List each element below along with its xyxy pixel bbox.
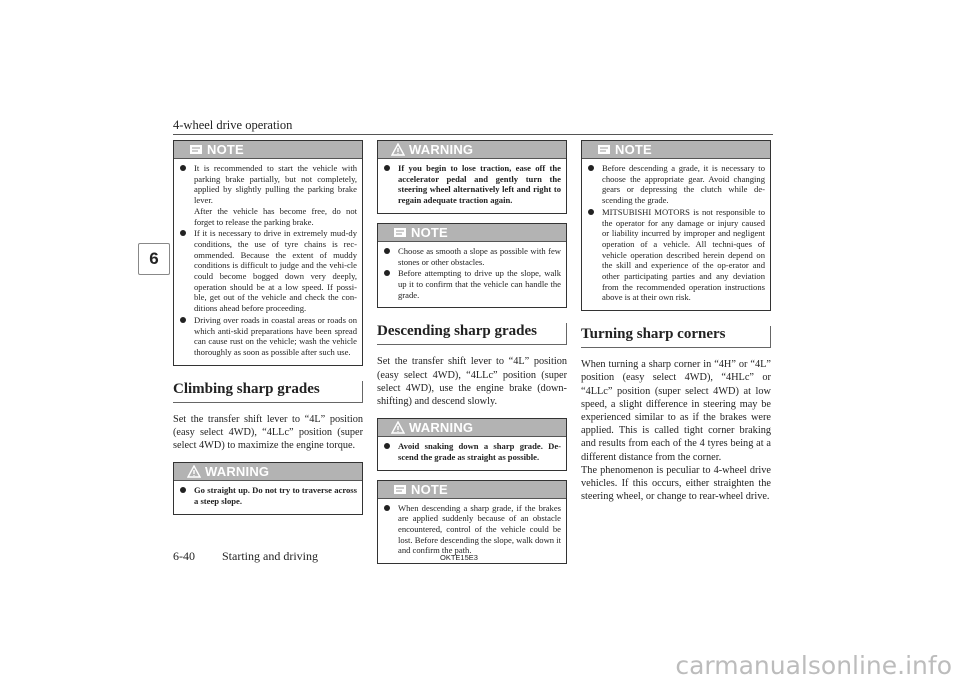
bullet-icon (384, 248, 390, 254)
list-item: If it is necessary to drive in extremely mud-dy conditions, the use of tyre chains is rec-ommended. Because the extent of muddy conditions is difficult to judge and the vehi-cle could become bogged down very deeply, operation should be at a low speed. If possi-ble, get out of the vehicle and check the con-ditions ahead before proceeding. (179, 228, 357, 314)
warning-box (173, 462, 363, 514)
note-icon (393, 226, 407, 239)
warning-header (378, 419, 566, 437)
section-title: Turning sharp corners (581, 326, 726, 343)
bullet-icon (180, 487, 186, 493)
note-icon (189, 143, 203, 156)
note-box (173, 140, 363, 366)
list-item: MITSUBISHI MOTORS is not responsible to the operator for any damage or injury caused or liability incurred by improper and negligent operation of a vehicle. All techni-ques of vehicle operation described herein depend on the skill and experience of the op-erator and other participating parties and any deviation from the recommended operation instructions above is at their own risk. (587, 207, 765, 303)
note-box (377, 223, 567, 309)
list-item: Before descending a grade, it is necessary to choose the appropriate gear. Avoid changing gears or depressing the clutch while de-scending the grade. (587, 163, 765, 206)
document-code: OKTE15E3 (440, 553, 478, 562)
paragraph: When turning a sharp corner in “4H” or “4L” position (easy select 4WD), “4HLc” or “4LLc” position (super select 4WD) at low speed, a slight difference in steering may be experienced similar to as if the brakes were applied. This is called tight corner braking and results from each of the 4 tyres being at a different distance from the corner. (581, 359, 771, 463)
note-header (378, 481, 566, 499)
warning-box (377, 140, 567, 214)
footer-section: Starting and driving (222, 549, 318, 563)
page-number: 6-40 (173, 549, 195, 563)
warning-box (377, 418, 567, 470)
bullet-icon (384, 443, 390, 449)
list-item: Driving over roads in coastal areas or roads on which anti-skid preparations have been spread can cause rust on the vehicle; wash the vehicle thoroughly as soon as possible after such use. (179, 315, 357, 358)
paragraph: The phenomenon is peculiar to 4-wheel drive vehicles. If this occurs, either straighten the steering wheel, or change to rear-wheel drive. (581, 464, 771, 503)
chapter-tab: 6 (138, 243, 170, 275)
item-extra: After the vehicle has become free, do not forget to release the parking brake. (194, 205, 357, 227)
warning-icon (187, 465, 201, 478)
bullet-icon (180, 165, 186, 171)
column-2 (377, 140, 567, 573)
warning-header (378, 141, 566, 159)
list-item: Before attempting to drive up the slope, walk up it to confirm that the vehicle can handle the grade. (383, 268, 561, 300)
list-item: It is recommended to start the vehicle with parking brake partially, but not completely, applied by slightly pulling the parking brake lever. After the vehicle has become free, do not forget to release the parking brake. (179, 163, 357, 227)
note-header (582, 141, 770, 159)
bullet-icon (384, 270, 390, 276)
header-title: 4-wheel drive operation (173, 118, 293, 132)
warning-label: WARNING (409, 142, 474, 157)
note-label: NOTE (411, 224, 448, 240)
list-item: Go straight up. Do not try to traverse across a steep slope. (179, 485, 357, 506)
bullet-icon (384, 165, 390, 171)
bullet-icon (384, 505, 390, 511)
note-label: NOTE (615, 142, 652, 157)
section-title: Climbing sharp grades (173, 380, 320, 397)
column-1 (173, 140, 363, 524)
warning-header (174, 463, 362, 481)
warning-icon (391, 143, 405, 156)
paragraph: Set the transfer shift lever to “4L” position (easy select 4WD), “4LLc” position (super select 4WD) to maximize the engine torque. (173, 413, 363, 452)
note-label: NOTE (411, 481, 448, 497)
bullet-icon (180, 317, 186, 323)
bullet-icon (180, 230, 186, 236)
warning-icon (391, 421, 405, 434)
note-header (378, 224, 566, 242)
list-item: When descending a sharp grade, if the brakes are applied suddenly because of an obstacle encountered, control of the vehicle could be lost. Before descending the slope, walk down it and confirm the path. (383, 503, 561, 557)
list-item: Avoid snaking down a sharp grade. De-scend the grade as straight as possible. (383, 441, 561, 462)
section-heading (173, 379, 363, 401)
list-item: Choose as smooth a slope as possible with few stones or other obstacles. (383, 246, 561, 267)
note-label: NOTE (207, 142, 244, 157)
section-heading (581, 324, 771, 346)
note-box (377, 480, 567, 565)
paragraph: Set the transfer shift lever to “4L” position (easy select 4WD), “4LLc” position (super select 4WD), use the engine brake (down-shifting) and descend slowly. (377, 356, 567, 407)
note-icon (393, 483, 407, 496)
warning-label: WARNING (409, 420, 474, 436)
note-box (581, 140, 771, 311)
watermark: carmanualsonline.info (675, 651, 952, 680)
header-rule (173, 134, 773, 135)
bullet-icon (588, 209, 594, 215)
section-heading (377, 321, 567, 343)
bullet-icon (588, 165, 594, 171)
warning-label: WARNING (205, 464, 270, 480)
column-3 (581, 140, 771, 513)
note-icon (597, 143, 611, 156)
section-title: Descending sharp grades (377, 323, 538, 340)
list-item: If you begin to lose traction, ease off the accelerator pedal and gently turn the steering wheel alternatively left and right to regain adequate traction again. (383, 163, 561, 206)
note-header (174, 141, 362, 159)
